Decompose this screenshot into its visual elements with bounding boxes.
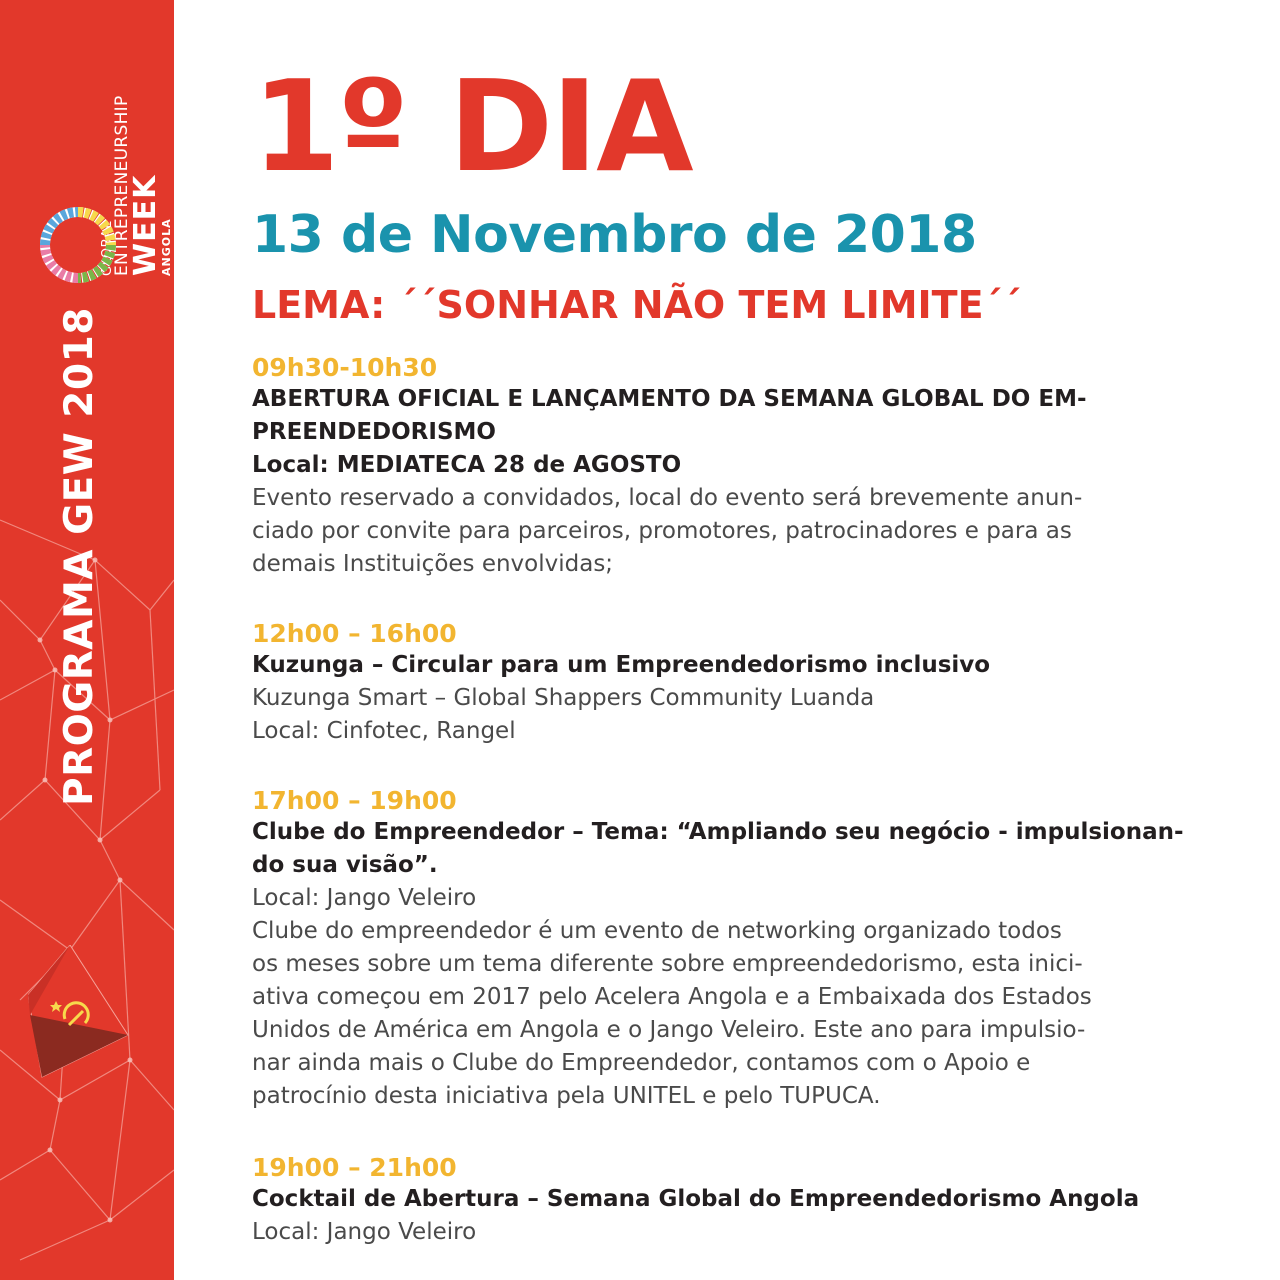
event-title-line: ABERTURA OFICIAL E LANÇAMENTO DA SEMANA GLOBAL DO EM-: [252, 386, 1087, 412]
event-time: 17h00 – 19h00: [252, 786, 457, 815]
motto-heading: LEMA: ´´SONHAR NÃO TEM LIMITE´´: [252, 283, 1022, 327]
schedule-item: [252, 619, 1212, 748]
event-description-line: Clube do empreendedor é um evento de networking organizado todos: [252, 918, 1062, 944]
event-location: Local: Jango Veleiro: [252, 885, 477, 911]
event-time: 19h00 – 21h00: [252, 1153, 457, 1182]
gew-circle-logo-icon: [33, 203, 123, 287]
event-description-line: patrocínio desta iniciativa pela UNITEL e pelo TUPUCA.: [252, 1083, 881, 1109]
event-time: 09h30-10h30: [252, 353, 438, 382]
event-description-line: demais Instituições envolvidas;: [252, 551, 614, 577]
event-title-line: Cocktail de Abertura – Semana Global do Empreendedorismo Angola: [252, 1186, 1140, 1212]
event-description-line: os meses sobre um tema diferente sobre empreendedorismo, esta inici-: [252, 951, 1083, 977]
day-title: 1º DIA: [252, 53, 692, 200]
event-date: 13 de Novembro de 2018: [252, 205, 977, 265]
event-description-line: Unidos de América em Angola e o Jango Veleiro. Este ano para impulsio-: [252, 1017, 1086, 1043]
event-title-line: Kuzunga – Circular para um Empreendedorismo inclusivo: [252, 652, 991, 678]
event-description-line: nar ainda mais o Clube do Empreendedor, contamos com o Apoio e: [252, 1050, 1031, 1076]
event-title-line: PREENDEDORISMO: [252, 419, 496, 445]
event-location: Local: MEDIATECA 28 de AGOSTO: [252, 452, 682, 478]
sidebar: [0, 0, 174, 1280]
event-location: Local: Jango Veleiro: [252, 1219, 477, 1245]
event-description-line: ativa começou em 2017 pelo Acelera Angola e a Embaixada dos Estados: [252, 984, 1092, 1010]
schedule-item: [252, 786, 1212, 1113]
brand-line-week: WEEK: [128, 174, 163, 276]
event-description-line: ciado por convite para parceiros, promotores, patrocinadores e para as: [252, 518, 1072, 544]
program-title: PROGRAMA GEW 2018: [57, 307, 102, 806]
angola-flag-triangle-icon: [28, 945, 138, 1085]
schedule-item: [252, 1153, 1212, 1249]
schedule-item: [252, 353, 1212, 581]
event-title-line: do sua visão”.: [252, 852, 438, 878]
brand-line-entrepreneurship: ENTREPRENEURSHIP: [112, 95, 132, 276]
event-time: 12h00 – 16h00: [252, 619, 457, 648]
brand-line-global: GLOBAL: [100, 220, 115, 276]
brand-line-angola: ANGOLA: [160, 218, 173, 276]
event-description-line: Evento reservado a convidados, local do evento será brevemente anun-: [252, 485, 1083, 511]
event-title-line: Clube do Empreendedor – Tema: “Ampliando seu negócio - impulsionan-: [252, 819, 1184, 845]
event-location: Local: Cinfotec, Rangel: [252, 718, 516, 744]
event-description-line: Kuzunga Smart – Global Shappers Community Luanda: [252, 685, 875, 711]
